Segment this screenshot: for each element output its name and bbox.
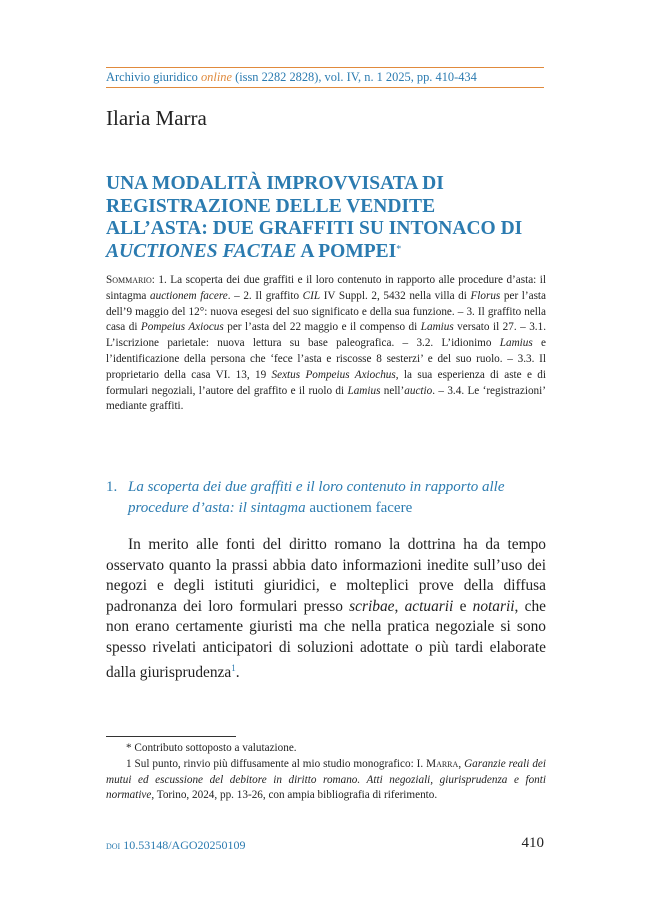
footnote-author: Marra — [426, 758, 459, 770]
summary-text: versato il 27. – 3.1. L’iscrizione parietale: nuova lettura su base paleografica. – 3.2. L’idionimo — [106, 321, 546, 350]
footnote-1 — [106, 757, 546, 804]
body-text: , — [394, 597, 405, 615]
footnote-text: , Torino, 2024, pp. 13-26, con ampia bibliografia di riferimento. — [151, 789, 438, 802]
section-title-upright: auctionem facere — [309, 500, 413, 516]
footnote-text: , — [458, 758, 465, 770]
body-text: . — [235, 664, 240, 682]
summary-abstract — [106, 273, 546, 415]
journal-citation — [106, 70, 546, 85]
section-title — [128, 477, 546, 519]
summary-text: per l’asta dell’9 maggio del 12°: nuova esegesi del suo significato e della sua funzione. – 3. Il graffito nella casa di — [106, 289, 546, 334]
footnote-ref-1[interactable]: 1 — [231, 663, 236, 673]
body-text: In merito alle fonti del diritto romano la dottrina ha da tempo osservato quanto la prassi abbia dato informazioni inedite sull’uso dei negozi e degli istituti giuridici, e molteplici prove della diffusa padronanza dei loro formulari presso — [106, 536, 546, 615]
section-heading — [106, 477, 546, 519]
page-number: 410 — [521, 835, 544, 851]
summary-text: . – 3.4. Le ‘registrazioni’ mediante graffiti. — [106, 384, 546, 413]
doi[interactable] — [106, 838, 246, 853]
journal-name: Archivio giuridico — [106, 70, 201, 84]
body-text: e — [453, 597, 473, 615]
summary-italic: Sextus Pompeius Axiochus — [271, 368, 396, 381]
doi-link[interactable]: 10.53148/AGO20250109 — [120, 838, 246, 852]
footnote-1-mark: 1 — [126, 758, 132, 770]
body-text: , che non erano certamente giuristi ma che nella pratica negoziale si sono spesso rivelati anticipatori di soluzioni adottate o più tardi elaborate dalla giurisprudenza — [106, 597, 546, 682]
doi-label: doi — [106, 840, 121, 852]
journal-online: online — [200, 70, 232, 84]
title-footnote-mark[interactable]: * — [396, 243, 402, 255]
author-name: Ilaria Marra — [106, 106, 207, 130]
summary-text: nell’ — [380, 384, 405, 397]
footnote-book-title: Garanzie reali dei mutui ed escussione del debitore in diritto romano. Atti negoziali, giurisprudenza e fonti normative — [106, 758, 546, 802]
body-italic: notarii — [472, 597, 515, 615]
summary-text: per l’asta del 22 maggio e il compenso di — [223, 321, 421, 334]
summary-italic: Lamius — [347, 384, 381, 397]
summary-italic: CIL — [302, 289, 321, 302]
summary-text: , la sua esperienza di aste e di formulari negoziali, l’autore del graffito e il ruolo di — [106, 368, 547, 397]
summary-text: : 1. La scoperta dei due graffiti e il loro contenuto in rapporto alle procedure d’asta: il sintagma — [106, 274, 546, 302]
summary-text: . – 2. Il graffito — [227, 289, 303, 302]
title-part-1: UNA MODALITÀ IMPROVVISATA DI REGISTRAZIONE DELLE VENDITE ALL’ASTA: DUE GRAFFITI SU INTONACO DI — [106, 173, 523, 239]
article-title — [106, 173, 536, 263]
header-rule-top — [106, 67, 544, 68]
footnote-star: * Contributo sottoposto a valutazione. — [126, 742, 297, 754]
summary-italic: Florus — [470, 289, 501, 302]
header-rule-bottom — [106, 87, 544, 88]
footnote-text: Sul punto, rinvio più diffusamente al mio studio monografico: I. — [131, 758, 427, 770]
body-italic: actuarii — [404, 597, 454, 615]
journal-issue-info: (issn 2282 2828), vol. IV, n. 1 2025, pp. 410-434 — [231, 70, 477, 84]
title-italic: AUCTIONES FACTAE — [106, 240, 297, 262]
footnote-separator — [106, 736, 236, 737]
summary-italic: Lamius — [499, 337, 533, 350]
body-italic: scribae — [349, 597, 395, 615]
summary-label: Sommario — [106, 274, 152, 286]
summary-text: e l’identificazione della persona che ‘fece l’asta e riscosse 8 sesterzi’ e del suo ruolo. – 3.3. Il proprietario della casa VI. 13, 19 — [106, 337, 547, 381]
section-number: 1. — [106, 479, 118, 495]
summary-text: IV Suppl. 2, 5432 nella villa di — [320, 289, 471, 302]
body-paragraph — [106, 535, 546, 684]
summary-italic: auctio — [404, 384, 433, 397]
summary-italic: Lamius — [420, 321, 454, 334]
summary-italic: Pompeius Axiocus — [140, 321, 224, 334]
title-part-2: A POMPEI — [296, 240, 397, 262]
section-title-italic: La scoperta dei due graffiti e il loro contenuto in rapporto alle procedure d’asta: il sintagma — [128, 479, 505, 516]
summary-italic: auctionem facere — [150, 289, 228, 302]
